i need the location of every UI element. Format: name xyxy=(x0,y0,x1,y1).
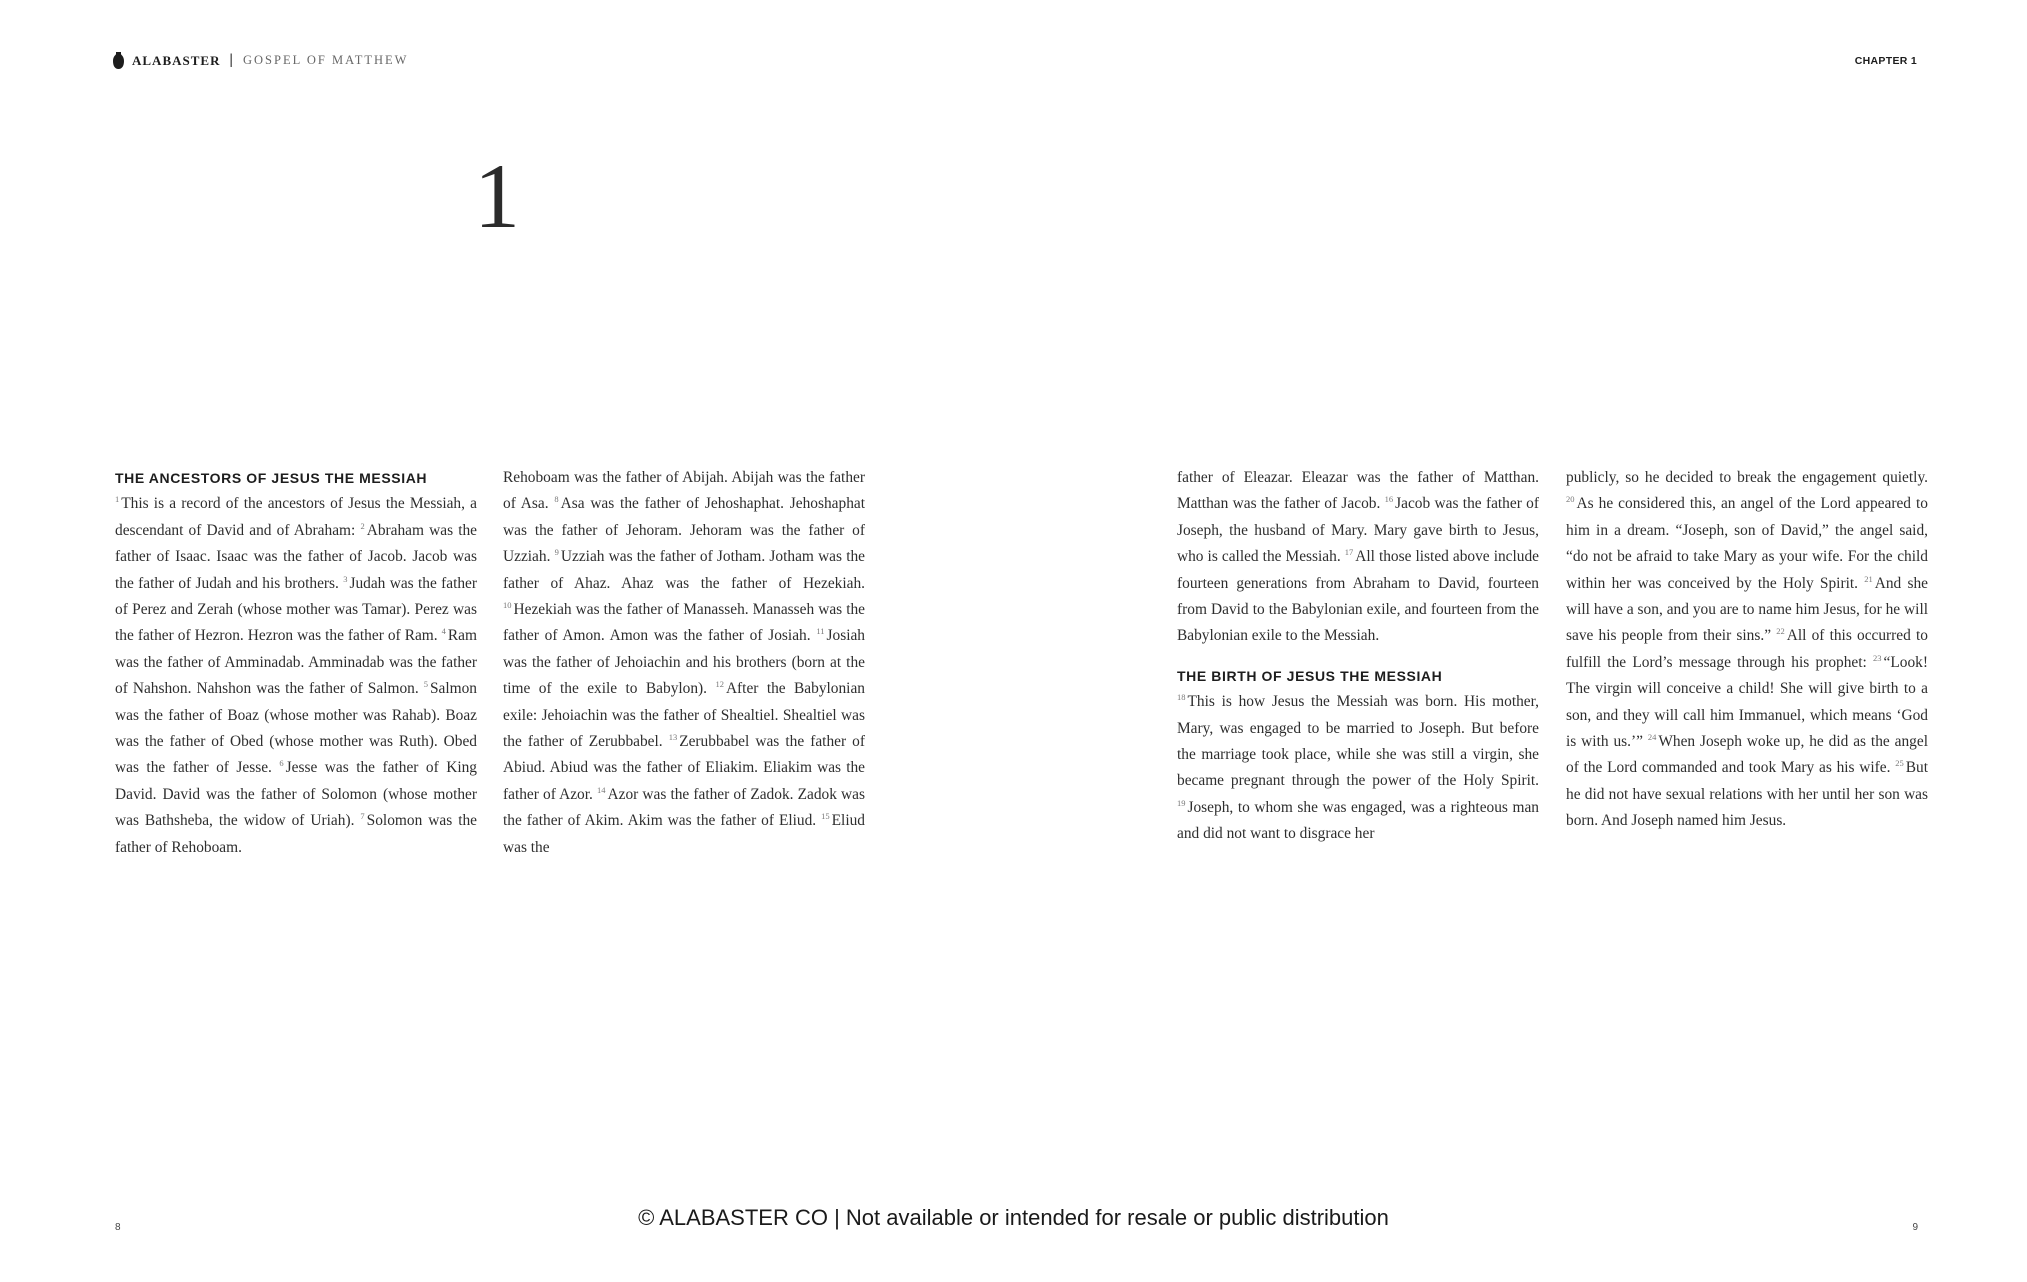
verse-text: Asa was the father of Jehoshaphat. Jehoshaphat was the father of Jehoram. Jehoram was the father of Uzziah. xyxy=(503,495,866,566)
verse-number: 7 xyxy=(360,811,365,822)
text-column-2 xyxy=(503,465,865,861)
verse-number: 22 xyxy=(1776,626,1785,637)
scripture-paragraph xyxy=(115,491,477,861)
verse-number: 2 xyxy=(360,520,365,531)
copyright-notice: © ALABASTER CO | Not available or intended for resale or public distribution xyxy=(638,1205,1389,1230)
verse-number: 15 xyxy=(821,811,830,822)
chapter-label: CHAPTER 1 xyxy=(1854,55,1917,67)
alabaster-jar-icon xyxy=(113,52,124,69)
verse-text: All of this occurred to fulfill the Lord’s message through his prophet: xyxy=(1566,627,1928,671)
verse-number: 20 xyxy=(1566,494,1575,505)
verse-text: Rehoboam was the father of Abijah. Abijah was the father of Asa. xyxy=(503,469,865,513)
verse-text: Zerubbabel was the father of Abiud. Abiud was the father of Eliakim. Eliakim was the father of Azor. xyxy=(503,733,865,803)
section-heading-ancestors: THE ANCESTORS OF JESUS THE MESSIAH xyxy=(115,470,428,486)
verse-text: Abraham was the father of Isaac. Isaac was the father of Jacob. Jacob was the father of Judah and his brothers. xyxy=(115,521,478,592)
verse-number: 9 xyxy=(554,547,559,558)
verse-number: 5 xyxy=(423,679,428,690)
verse-text: This is how Jesus the Messiah was born. His mother, Mary, was engaged to be married to Joseph. But before the marriage took place, while she was still a virgin, she became pregnant through the power of the Holy Spirit. xyxy=(1177,693,1539,790)
verse-text: father of Eleazar. Eleazar was the father of Matthan. Matthan was the father of Jacob. xyxy=(1177,469,1539,513)
verse-number: 6 xyxy=(279,758,284,769)
verse-text: publicly, so he decided to break the engagement quietly. xyxy=(1566,469,1928,486)
verse-number: 11 xyxy=(816,626,825,637)
running-header xyxy=(113,52,408,69)
verse-text: Josiah was the father of Jehoiachin and his brothers (born at the time of the exile to Babylon). xyxy=(503,627,865,698)
verse-text: Salmon was the father of Boaz (whose mother was Rahab). Boaz was the father of Obed (whose mother was Ruth). Obed was the father of Jesse. xyxy=(115,680,477,777)
verse-number: 24 xyxy=(1647,731,1657,742)
book-title: GOSPEL OF MATTHEW xyxy=(242,53,409,67)
verse-number: 10 xyxy=(503,599,512,610)
verse-text: As he considered this, an angel of the Lord appeared to him in a dream. “Joseph, son of David,” the angel said, “do not be afraid to take Mary as your wife. For the child within her was conceived by the Holy Spirit. xyxy=(1566,495,1928,592)
verse-text: Azor was the father of Zadok. Zadok was the father of Akim. Akim was the father of Eliud. xyxy=(503,785,865,830)
section-heading-birth: THE BIRTH OF JESUS THE MESSIAH xyxy=(1177,667,1443,684)
verse-text: “Look! The virgin will conceive a child! She will give birth to a son, and they will call him Immanuel, which means ‘God is with us.’” xyxy=(1566,653,1928,751)
page-number-left: 8 xyxy=(115,1222,121,1233)
verse-number: 14 xyxy=(597,784,606,795)
verse-number: 4 xyxy=(441,626,446,637)
verse-text: Ram was the father of Amminadab. Amminadab was the father of Nahshon. Nahshon was the father of Salmon. xyxy=(115,627,477,698)
text-column-3 xyxy=(1177,465,1539,848)
scripture-paragraph xyxy=(503,465,865,861)
verse-number: 16 xyxy=(1384,494,1394,505)
verse-number: 1 xyxy=(115,494,120,505)
verse-number: 18 xyxy=(1177,692,1186,703)
verse-number: 12 xyxy=(715,679,724,690)
chapter-number: 1 xyxy=(474,145,520,247)
verse-text: After the Babylonian exile: Jehoiachin was the father of Shealtiel. Shealtiel was the father of Zerubbabel. xyxy=(503,680,865,751)
page-number-right: 9 xyxy=(1912,1222,1918,1233)
verse-text: Uzziah was the father of Jotham. Jotham was the father of Ahaz. Ahaz was the father of Hezekiah. xyxy=(503,548,866,592)
verse-text: When Joseph woke up, he did as the angel of the Lord commanded and took Mary as his wife. xyxy=(1566,733,1928,777)
verse-text: Solomon was the father of Rehoboam. xyxy=(115,812,477,856)
verse-text: Jesse was the father of King David. David was the father of Solomon (whose mother was Bathsheba, the widow of Uriah). xyxy=(115,759,477,830)
verse-text: But he did not have sexual relations with her until her son was born. And Joseph named him Jesus. xyxy=(1566,759,1928,830)
verse-text: Joseph, to whom she was engaged, was a righteous man and did not want to disgrace her xyxy=(1177,798,1539,843)
verse-text: All those listed above include fourteen generations from Abraham to David, fourteen from David to the Babylonian exile, and fourteen from the Babylonian exile to the Messiah. xyxy=(1177,548,1539,645)
verse-text: Jacob was the father of Joseph, the husband of Mary. Mary gave birth to Jesus, who is called the Messiah. xyxy=(1177,495,1539,566)
header-separator: | xyxy=(229,52,234,68)
scripture-paragraph xyxy=(1566,465,1928,835)
text-column-1 xyxy=(115,465,477,861)
verse-text: Judah was the father of Perez and Zerah (whose mother was Tamar). Perez was the father of Hezron. Hezron was the father of Ram. xyxy=(115,574,477,645)
text-column-4 xyxy=(1566,465,1928,835)
verse-number: 17 xyxy=(1344,547,1354,558)
verse-text: Hezekiah was the father of Manasseh. Manasseh was the father of Amon. Amon was the father of Josiah. xyxy=(503,601,865,645)
scripture-paragraph xyxy=(1177,465,1539,650)
verse-number: 23 xyxy=(1873,652,1882,663)
verse-number: 25 xyxy=(1895,758,1904,769)
verse-number: 19 xyxy=(1177,797,1186,808)
verse-text: Eliud was the xyxy=(503,812,865,856)
brand-name: ALABASTER xyxy=(132,52,221,68)
verse-number: 8 xyxy=(554,494,559,505)
verse-number: 21 xyxy=(1864,573,1873,584)
verse-number: 3 xyxy=(343,573,348,584)
verse-number: 13 xyxy=(668,731,678,742)
verse-text: This is a record of the ancestors of Jesus the Messiah, a descendant of David and of Abraham: xyxy=(115,495,477,539)
verse-text: And she will have a son, and you are to name him Jesus, for he will save his people from their sins.” xyxy=(1566,574,1928,645)
scripture-paragraph xyxy=(1177,689,1539,847)
